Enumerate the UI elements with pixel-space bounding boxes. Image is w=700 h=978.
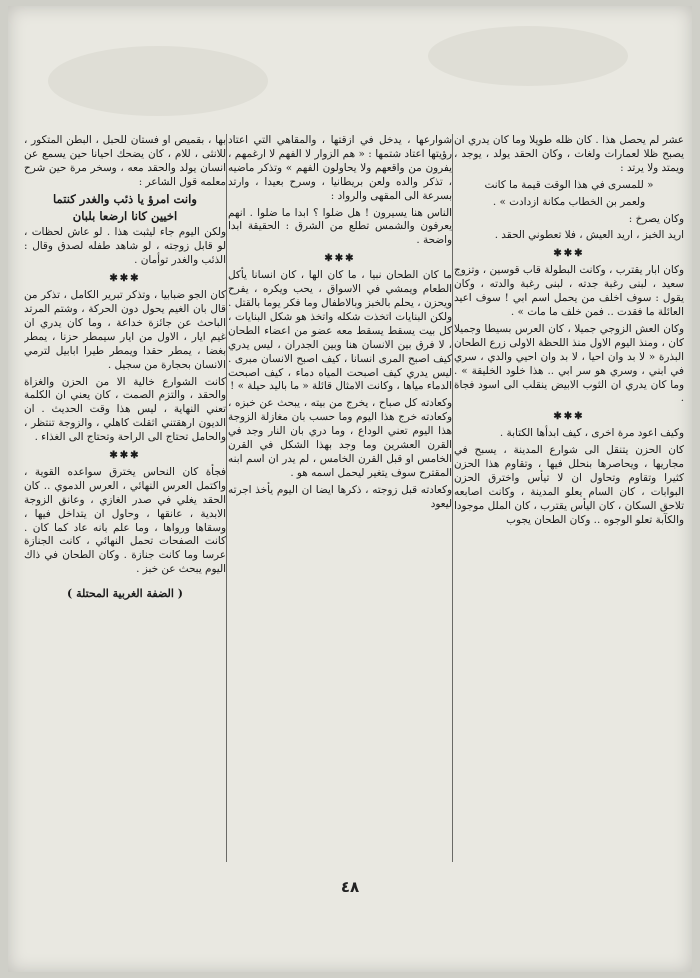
poem-verse: اخيين كانا ارضعا بلبان <box>72 208 178 223</box>
magazine-page <box>8 6 692 972</box>
column-middle <box>228 134 452 862</box>
paragraph: الناس هنا يسيرون ! هل ضلوا ؟ ابدا ما ضلوا . انهم يعرفون والشمس تطلع من الشرق : الحقيقة ابدا واضحة . <box>228 206 452 247</box>
column-left <box>24 134 226 862</box>
verse-line: ولعمر بن الخطاب مكانة ازدادت » . <box>492 195 646 208</box>
page-number: ٤٨ <box>340 878 360 896</box>
paragraph: كانت الشوارع خالية الا من الحزن والغزاة والحقد ، والتزم الصمت ، كان يعني ان الكلمة تعني النهاية ، ليس هذا وقت الحديث . ان الديون ارهقتني اثقلت كاهلي ، والزوجة تنتظر ، والحامل تحتاج الى الراحة وتحتاج الى الغذاء . <box>24 375 226 444</box>
column-right <box>454 134 684 862</box>
paragraph: وكان ابار يقترب ، وكانت البطولة قاب قوسين ، وتزوج سعيد ، لبنى رغبة جدته ، لبنى رغبة والدته ، وكان يقول : سوف اخلف من يحمل اسم ابي ! سوف اعيد العائلة ما فقدت .. فمن خلف ما مات » . <box>454 264 684 318</box>
section-separator: ✱✱✱ <box>553 248 585 260</box>
paragraph: ما كان الطحان نبيا ، ما كان الها ، كان انسانا يأكل الطعام ويمشي في الاسواق ، يحب ويكره ، يفرح ويحزن ، يحلم بالخبز وبالاطفال وما فكر يوما بالقتل . ولكن البنايات اتخذت شكله واتخذ هو شكل البنايات ، كل بيت يسقط يسقط معه عضو من اعضاء الطحان ، لا فرق بين الانسان هنا وبين الجدران ، ليس يدري كيف اصبح المرى انسانا ، كيف اصبح الانسان مبرى . ليس يدري كيف اصبحت المياه دماء ، كيف اصبحت الدماء مياها ، وكانت الامثال قائلة « ما باليد حيلة » ! <box>228 269 452 393</box>
poem-verse: وانت امرؤ يا ذئب والغدر كنتما <box>53 191 197 206</box>
paper-stain <box>428 26 628 86</box>
paragraph: فجأة كان النحاس يخترق سواعده القوية ، واكتمل العرس النهائي ، العرس الدموي .. كان الحقد يغلي في صدر الغازي ، وعانق الزوجة الابدية ، عانقها ، وحاول ان يتداخل فيها ، وسقاها ورواها ، وما علم بانه عاد كما كان . كانت الصفحات تحمل النهائي ، كانت الجنازة عرسا وما كانت جنازة . وكان الطحان في ذاك اليوم يبحث عن خبز . <box>24 465 226 576</box>
paragraph: اريد الخبز ، اريد العيش ، فلا تعطوني الحقد . <box>494 229 684 242</box>
paragraph: عشر لم يحصل هذا . كان ظله طويلا وما كان يدري ان يصبح ظلا لعمارات ولغات ، وكان الحقد يولد ، يوجد ، ويمتد ولا يرتد : <box>454 134 684 174</box>
paragraph: بها ، بقميص او فستان للحبل ، البطن المتكور ، للانثى ، للام ، كان يضحك احيانا حين يسمع عن انسان يولد والحقد معه ، وسخر مرة حين شرح معلمه قول الشاعر : <box>24 134 226 188</box>
paragraph: وكيف اعود مرة اخرى ، كيف ابدأها الكتابة . <box>499 427 684 440</box>
paragraph: وكعادته كل صباح ، يخرج من بيته ، يبحث عن خبزه ، وكعادته خرج هذا اليوم وما حسب بان مغازلة الزوجة هذا اليوم تعني الوداع ، وما دري بان النار وجد في القرن العشرين وما وجد بهذا الشكل في القرن الخامس او قبل القرن الخامس ، لم يدر ان اسم ابنه المقترح سوف يتغير ليحمل اسمه هو . <box>228 397 452 479</box>
section-separator: ✱✱✱ <box>553 411 585 423</box>
column-rule <box>452 134 453 862</box>
paragraph: وكان العش الزوجي جميلا ، كان العرس بسيطا وجميلا كان ، ومنذ اليوم الاول منذ اللحظة الاولى زرع الطحان البذرة « لا بد وان احيا ، لا بد وان احيي والدي ، سري في ابني ، وسري هو سر ابي .. هذا خلود الخليقة » . وما كان يدري ان الثوب الابيض ينقلب الى اسود فجاة . <box>454 322 684 405</box>
paragraph: شوارعها ، يدخل في ازقتها ، والمقاهي التي اعتاد رؤيتها اعتاد شتمها : « هم الزوار لا الفهم لا ارغمهم ، يفرون من واقعهم ولا يحاولون الفهم » وتذكر ماضيه ، تذكر والده ولعن بريطانيا ، وسرح بعيدا ، وارتد بسرعة الى المقهى والرواد : <box>228 134 452 202</box>
paragraph: كان الحزن يتنقل الى شوارع المدينة ، يسبح في مجاريها ، ويحاصرها بنحلل فيها ، وتقاوم هذا الحزن كثيرا وتقاوم وتحاول ان لا تيأس واخترق الحزن البوابات ، كان السام يعلو المدينة ، وكانت اصابعه تلاحق السكان ، كان اليأس يقترب ، كان الملل موجودا والكآبة تعلو الوجوه .. وكان الطحان يجوب <box>454 444 684 526</box>
column-rule <box>226 134 227 862</box>
paragraph: ولكن اليوم جاء ليثبت هذا . لو عاش لحظات ، لو قابل زوجته ، لو شاهد طفله لصدق وقال : الذئب والغدر توأمان . <box>24 226 226 267</box>
location-signature: ( الضفة الغربية المحتلة ) <box>67 587 183 601</box>
paper-stain <box>48 46 268 116</box>
paragraph: وكان يصرخ : <box>628 212 684 225</box>
section-separator: ✱✱✱ <box>109 450 141 462</box>
verse-line: « للمسرى في هذا الوقت قيمة ما كانت <box>484 178 654 191</box>
section-separator: ✱✱✱ <box>109 273 141 285</box>
paragraph: كان الجو ضبابيا ، وتذكر تبرير الكامل ، تذكر من قال بان الغيم يحول دون الحركة ، وشتم المرتد الباحث عن جائزة خداعة ، وما كان يدري ان غيم ايار ، الاول من ايار سيمطر حزنا ، يمطر بغضا ، يمطر حقدا ويمطر طيرا ابابيل لترمي الانسان بحجارة من سجيل . <box>24 289 226 371</box>
section-separator: ✱✱✱ <box>324 253 356 265</box>
paragraph: وكعادته قبل زوجته ، ذكرها ايضا ان اليوم يأخذ اجرته ليعود <box>228 483 452 510</box>
